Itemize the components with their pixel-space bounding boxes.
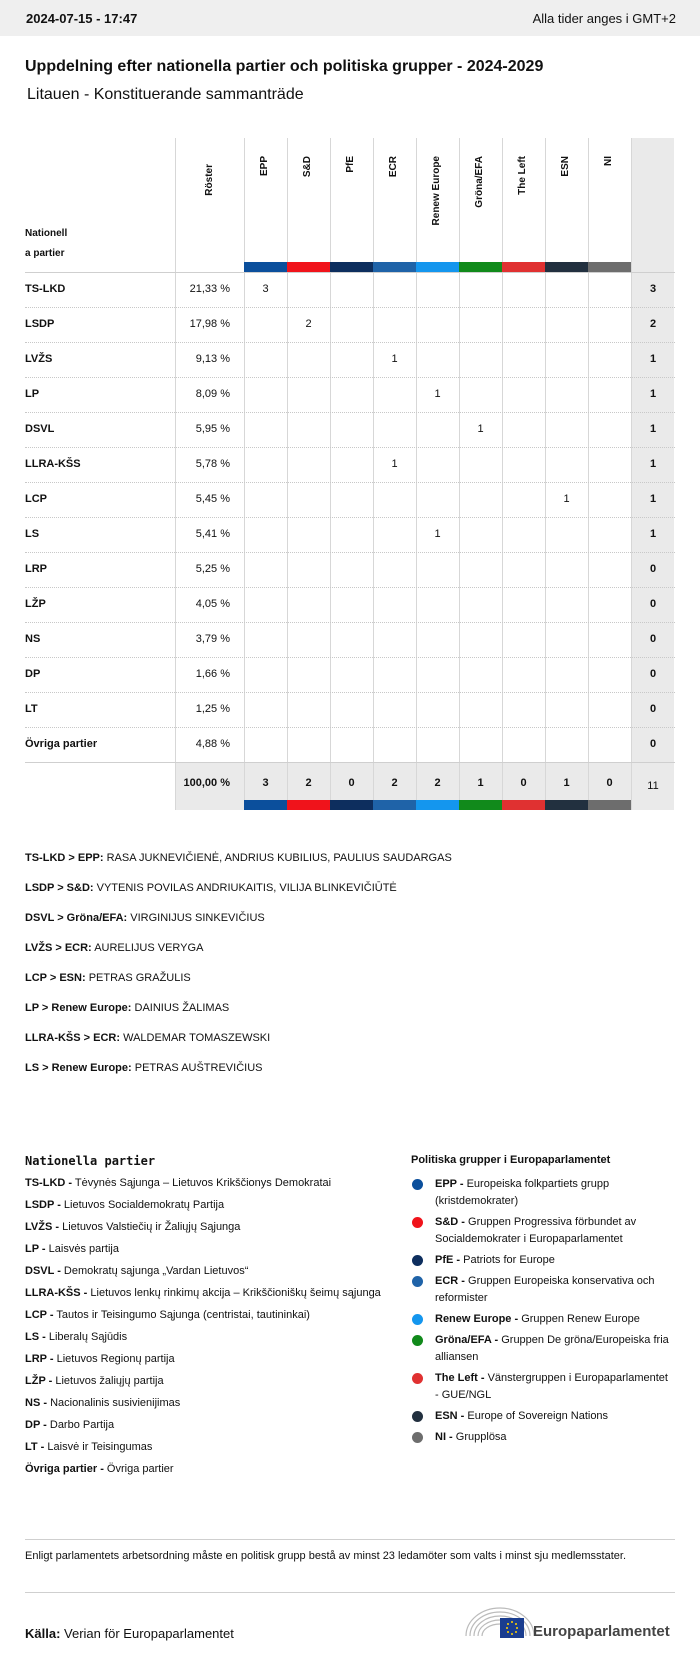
group-header: S&D xyxy=(302,156,313,178)
national-legend-item xyxy=(25,1374,385,1389)
party-votes: 21,33 % xyxy=(189,283,230,295)
mep-names: AURELIJUS VERYGA xyxy=(94,942,204,954)
column-divider xyxy=(459,138,460,810)
mep-party: LCP > ESN: xyxy=(25,972,86,984)
group-full-name: Europeiska folkpartiets grupp (kristdemokrater) xyxy=(435,1178,610,1207)
group-abbr: PfE - xyxy=(435,1254,461,1266)
party-name: NS xyxy=(25,633,41,645)
national-legend-item xyxy=(25,1176,385,1191)
mep-party: LS > Renew Europe: xyxy=(25,1062,132,1074)
group-legend-item xyxy=(411,1214,671,1248)
mep-party: LLRA-KŠS > ECR: xyxy=(25,1032,121,1044)
party-seats: 0 xyxy=(649,738,657,750)
party-seats: 1 xyxy=(649,458,657,470)
group-abbr: EPP - xyxy=(435,1178,464,1190)
national-full-name: Liberalų Sąjūdis xyxy=(48,1331,128,1343)
total-group-seats: 2 xyxy=(391,777,398,789)
national-legend-item xyxy=(25,1220,385,1235)
group-header: Renew Europe xyxy=(431,156,442,226)
group-color-bar xyxy=(545,262,588,272)
national-full-name: Demokratų sąjunga „Vardan Lietuvos“ xyxy=(63,1265,249,1277)
national-full-name: Tėvynės Sąjunga – Lietuvos Krikščionys Demokratai xyxy=(74,1177,332,1189)
total-group-seats: 0 xyxy=(606,777,613,789)
party-name: LVŽS xyxy=(25,353,53,365)
party-name: LP xyxy=(25,388,40,400)
national-abbr: LSDP - xyxy=(25,1199,61,1211)
divider xyxy=(25,1539,675,1540)
seat-cell: 3 xyxy=(262,283,269,295)
party-seats: 0 xyxy=(649,563,657,575)
group-color-bar xyxy=(588,262,631,272)
footnote: Enligt parlamentets arbetsordning måste en politisk grupp bestå av minst 23 ledamöter som valts i minst sju medlemsstater. xyxy=(25,1550,626,1562)
party-votes: 4,05 % xyxy=(195,598,230,610)
party-name: Övriga partier xyxy=(25,738,98,750)
national-abbr: LCP - xyxy=(25,1309,54,1321)
group-abbr: ECR - xyxy=(435,1275,465,1287)
mep-party: DSVL > Gröna/EFA: xyxy=(25,912,128,924)
groups-legend-title: Politiska grupper i Europaparlamentet xyxy=(411,1154,611,1166)
group-full-name: Gruppen De gröna/Europeiska fria alliansen xyxy=(435,1334,669,1363)
seat-cell: 1 xyxy=(434,528,441,540)
party-seats: 0 xyxy=(649,703,657,715)
national-legend-item xyxy=(25,1440,385,1455)
group-full-name: Europe of Sovereign Nations xyxy=(467,1410,609,1422)
total-group-seats: 1 xyxy=(477,777,484,789)
party-seats: 0 xyxy=(649,668,657,680)
row-divider xyxy=(25,447,675,448)
mep-line xyxy=(25,1032,270,1044)
group-full-name: Gruppen Progressiva förbundet av Socialdemokrater i Europaparlamentet xyxy=(435,1216,637,1245)
mep-names: VIRGINIJUS SINKEVIČIUS xyxy=(130,912,265,924)
national-full-name: Tautos ir Teisingumo Sąjunga (centristai, tautininkai) xyxy=(56,1309,310,1321)
group-color-bar xyxy=(502,800,545,810)
national-legend-item xyxy=(25,1418,385,1433)
party-seats: 1 xyxy=(649,528,657,540)
seat-cell: 1 xyxy=(391,353,398,365)
party-name: LRP xyxy=(25,563,47,575)
page-subtitle: Litauen - Konstituerande sammanträde xyxy=(27,86,304,103)
seat-cell: 1 xyxy=(434,388,441,400)
group-legend-item xyxy=(411,1311,671,1328)
national-full-name: Laisvė ir Teisingumas xyxy=(47,1441,153,1453)
group-color-dot-icon xyxy=(412,1373,423,1384)
party-seats: 1 xyxy=(649,388,657,400)
group-header: ESN xyxy=(560,156,571,177)
party-seats: 0 xyxy=(649,598,657,610)
group-legend-item xyxy=(411,1176,671,1210)
national-abbr: LP - xyxy=(25,1243,46,1255)
national-legend-item xyxy=(25,1462,385,1477)
row-divider xyxy=(25,657,675,658)
row-divider xyxy=(25,342,675,343)
group-abbr: Renew Europe - xyxy=(435,1313,519,1325)
party-seats: 2 xyxy=(649,318,657,330)
group-legend-item xyxy=(411,1429,671,1446)
mep-party: LVŽS > ECR: xyxy=(25,942,92,954)
party-name: LT xyxy=(25,703,38,715)
group-full-name: Patriots for Europe xyxy=(463,1254,555,1266)
national-legend-title: Nationella partier xyxy=(25,1154,156,1168)
party-name: DSVL xyxy=(25,423,55,435)
party-votes: 5,78 % xyxy=(195,458,230,470)
total-votes: 100,00 % xyxy=(183,777,230,789)
group-full-name: Grupplösa xyxy=(455,1431,507,1443)
header-votes: Röster xyxy=(204,164,215,196)
party-name: LLRA-KŠS xyxy=(25,458,81,470)
group-color-bar xyxy=(502,262,545,272)
group-legend-item xyxy=(411,1273,671,1307)
group-color-bar xyxy=(588,800,631,810)
national-abbr: NS - xyxy=(25,1397,47,1409)
party-votes: 1,66 % xyxy=(195,668,230,680)
mep-line xyxy=(25,1062,263,1074)
party-votes: 17,98 % xyxy=(189,318,230,330)
group-abbr: NI - xyxy=(435,1431,453,1443)
party-name: LCP xyxy=(25,493,47,505)
national-legend-item xyxy=(25,1198,385,1213)
datetime: 2024-07-15 - 17:47 xyxy=(26,10,138,26)
group-header: PfE xyxy=(345,156,356,173)
mep-names: DAINIUS ŽALIMAS xyxy=(134,1002,230,1014)
divider xyxy=(25,1592,675,1593)
party-name: TS-LKD xyxy=(25,283,66,295)
source-text: Verian för Europaparlamentet xyxy=(64,1626,234,1641)
party-votes: 3,79 % xyxy=(195,633,230,645)
totals-rule xyxy=(25,762,675,763)
national-full-name: Övriga partier xyxy=(106,1463,174,1475)
party-seats: 3 xyxy=(649,283,657,295)
national-legend-item xyxy=(25,1242,385,1257)
national-legend-item xyxy=(25,1308,385,1323)
national-full-name: Lietuvos žaliųjų partija xyxy=(55,1375,164,1387)
header-national-line1: Nationell xyxy=(25,228,68,239)
national-abbr: LRP - xyxy=(25,1353,54,1365)
group-color-bar xyxy=(416,800,459,810)
seat-cell: 1 xyxy=(563,493,570,505)
party-votes: 4,88 % xyxy=(195,738,230,750)
national-legend xyxy=(25,1176,385,1484)
group-color-bar xyxy=(244,262,287,272)
national-full-name: Lietuvos lenkų rinkimų akcija – Krikščioniškų šeimų sąjunga xyxy=(90,1287,381,1299)
group-legend-item xyxy=(411,1332,671,1366)
group-color-bar xyxy=(287,262,330,272)
group-full-name: Vänstergruppen i Europaparlamentet - GUE/NGL xyxy=(435,1372,668,1401)
groups-legend xyxy=(411,1176,671,1450)
national-abbr: LS - xyxy=(25,1331,46,1343)
group-color-bar xyxy=(416,262,459,272)
header-national-line2: a partier xyxy=(25,248,65,259)
mep-line xyxy=(25,972,191,984)
mep-party: LSDP > S&D: xyxy=(25,882,94,894)
source xyxy=(25,1626,234,1641)
total-seats: 11 xyxy=(647,780,659,792)
row-divider xyxy=(25,622,675,623)
column-divider xyxy=(330,138,331,810)
mep-names: PETRAS GRAŽULIS xyxy=(88,972,191,984)
group-color-dot-icon xyxy=(412,1276,423,1287)
seat-cell: 1 xyxy=(391,458,398,470)
party-seats: 1 xyxy=(649,493,657,505)
group-color-bar xyxy=(330,800,373,810)
national-full-name: Lietuvos Valstiečių ir Žaliųjų Sąjunga xyxy=(62,1221,241,1233)
column-divider xyxy=(416,138,417,810)
national-full-name: Lietuvos Regionų partija xyxy=(56,1353,175,1365)
party-votes: 9,13 % xyxy=(195,353,230,365)
group-color-dot-icon xyxy=(412,1335,423,1346)
group-color-bar xyxy=(244,800,287,810)
mep-names: RASA JUKNEVIČIENĖ, ANDRIUS KUBILIUS, PAULIUS SAUDARGAS xyxy=(106,852,452,864)
national-abbr: TS-LKD - xyxy=(25,1177,73,1189)
row-divider xyxy=(25,412,675,413)
seat-cell: 2 xyxy=(305,318,312,330)
total-group-seats: 2 xyxy=(434,777,441,789)
party-name: DP xyxy=(25,668,41,680)
mep-line xyxy=(25,882,397,894)
column-divider xyxy=(244,138,245,810)
mep-line xyxy=(25,1002,229,1014)
party-seats: 1 xyxy=(649,423,657,435)
national-full-name: Nacionalinis susivienijimas xyxy=(50,1397,181,1409)
party-votes: 5,45 % xyxy=(195,493,230,505)
national-legend-item xyxy=(25,1396,385,1411)
total-group-seats: 0 xyxy=(520,777,527,789)
results-table xyxy=(0,0,700,830)
group-legend-item xyxy=(411,1408,671,1425)
group-abbr: The Left - xyxy=(435,1372,485,1384)
group-header: ECR xyxy=(388,156,399,178)
group-header: Gröna/EFA xyxy=(474,156,485,208)
mep-names: WALDEMAR TOMASZEWSKI xyxy=(123,1032,271,1044)
national-abbr: DP - xyxy=(25,1419,47,1431)
group-color-bar xyxy=(459,262,502,272)
national-abbr: LŽP - xyxy=(25,1375,53,1387)
ep-logo-text: Europaparlamentet xyxy=(533,1623,670,1640)
row-divider xyxy=(25,552,675,553)
group-abbr: ESN - xyxy=(435,1410,465,1422)
party-seats: 1 xyxy=(649,353,657,365)
seat-cell: 1 xyxy=(477,423,484,435)
group-header: EPP xyxy=(259,156,270,177)
party-name: LS xyxy=(25,528,40,540)
group-header: The Left xyxy=(517,156,528,195)
party-name: LSDP xyxy=(25,318,55,330)
national-full-name: Darbo Partija xyxy=(49,1419,115,1431)
column-divider xyxy=(373,138,374,810)
national-abbr: Övriga partier - xyxy=(25,1463,104,1475)
party-votes: 5,25 % xyxy=(195,563,230,575)
national-legend-item xyxy=(25,1330,385,1345)
total-group-seats: 2 xyxy=(305,777,312,789)
row-divider xyxy=(25,587,675,588)
column-divider xyxy=(588,138,589,810)
column-divider xyxy=(545,138,546,810)
party-votes: 5,95 % xyxy=(195,423,230,435)
national-legend-item xyxy=(25,1264,385,1279)
national-full-name: Lietuvos Socialdemokratų Partija xyxy=(63,1199,225,1211)
group-color-bar xyxy=(459,800,502,810)
column-divider xyxy=(502,138,503,810)
row-divider xyxy=(25,307,675,308)
row-divider xyxy=(25,517,675,518)
group-color-bar xyxy=(373,262,416,272)
total-group-seats: 3 xyxy=(262,777,269,789)
group-full-name: Gruppen Renew Europe xyxy=(521,1313,640,1325)
row-divider xyxy=(25,727,675,728)
national-abbr: LLRA-KŠS - xyxy=(25,1287,88,1299)
group-legend-item xyxy=(411,1370,671,1404)
national-full-name: Laisvės partija xyxy=(48,1243,119,1255)
party-seats: 0 xyxy=(649,633,657,645)
mep-names: VYTENIS POVILAS ANDRIUKAITIS, VILIJA BLINKEVIČIŪTĖ xyxy=(96,882,397,894)
source-label: Källa: xyxy=(25,1626,61,1641)
party-votes: 1,25 % xyxy=(195,703,230,715)
mep-party: TS-LKD > EPP: xyxy=(25,852,104,864)
national-abbr: LVŽS - xyxy=(25,1221,60,1233)
group-color-bar xyxy=(545,800,588,810)
mep-names: PETRAS AUŠTREVIČIUS xyxy=(134,1062,263,1074)
party-votes: 8,09 % xyxy=(195,388,230,400)
group-color-dot-icon xyxy=(412,1255,423,1266)
column-divider xyxy=(287,138,288,810)
group-legend-item xyxy=(411,1252,671,1269)
mep-line xyxy=(25,852,452,864)
timezone-note: Alla tider anges i GMT+2 xyxy=(532,10,676,26)
group-color-dot-icon xyxy=(412,1314,423,1325)
party-name: LŽP xyxy=(25,598,46,610)
group-abbr: S&D - xyxy=(435,1216,465,1228)
group-abbr: Gröna/EFA - xyxy=(435,1334,499,1346)
group-color-bar xyxy=(330,262,373,272)
header-national-parties xyxy=(25,224,67,264)
row-divider xyxy=(25,482,675,483)
row-divider xyxy=(25,692,675,693)
mep-line xyxy=(25,912,265,924)
national-abbr: LT - xyxy=(25,1441,45,1453)
party-votes: 5,41 % xyxy=(195,528,230,540)
group-header: NI xyxy=(603,156,614,166)
hemicycle-icon xyxy=(460,1602,540,1642)
group-color-bar xyxy=(287,800,330,810)
group-color-dot-icon xyxy=(412,1432,423,1443)
row-divider xyxy=(25,377,675,378)
national-legend-item xyxy=(25,1286,385,1301)
group-color-dot-icon xyxy=(412,1217,423,1228)
group-color-dot-icon xyxy=(412,1179,423,1190)
group-full-name: Gruppen Europeiska konservativa och reformister xyxy=(435,1275,655,1304)
national-abbr: DSVL - xyxy=(25,1265,61,1277)
mep-line xyxy=(25,942,203,954)
group-color-bar xyxy=(373,800,416,810)
mep-party: LP > Renew Europe: xyxy=(25,1002,132,1014)
total-group-seats: 1 xyxy=(563,777,570,789)
national-legend-item xyxy=(25,1352,385,1367)
header-rule xyxy=(25,272,675,273)
group-color-dot-icon xyxy=(412,1411,423,1422)
page-title: Uppdelning efter nationella partier och politiska grupper - 2024-2029 xyxy=(25,58,544,75)
total-group-seats: 0 xyxy=(348,777,355,789)
